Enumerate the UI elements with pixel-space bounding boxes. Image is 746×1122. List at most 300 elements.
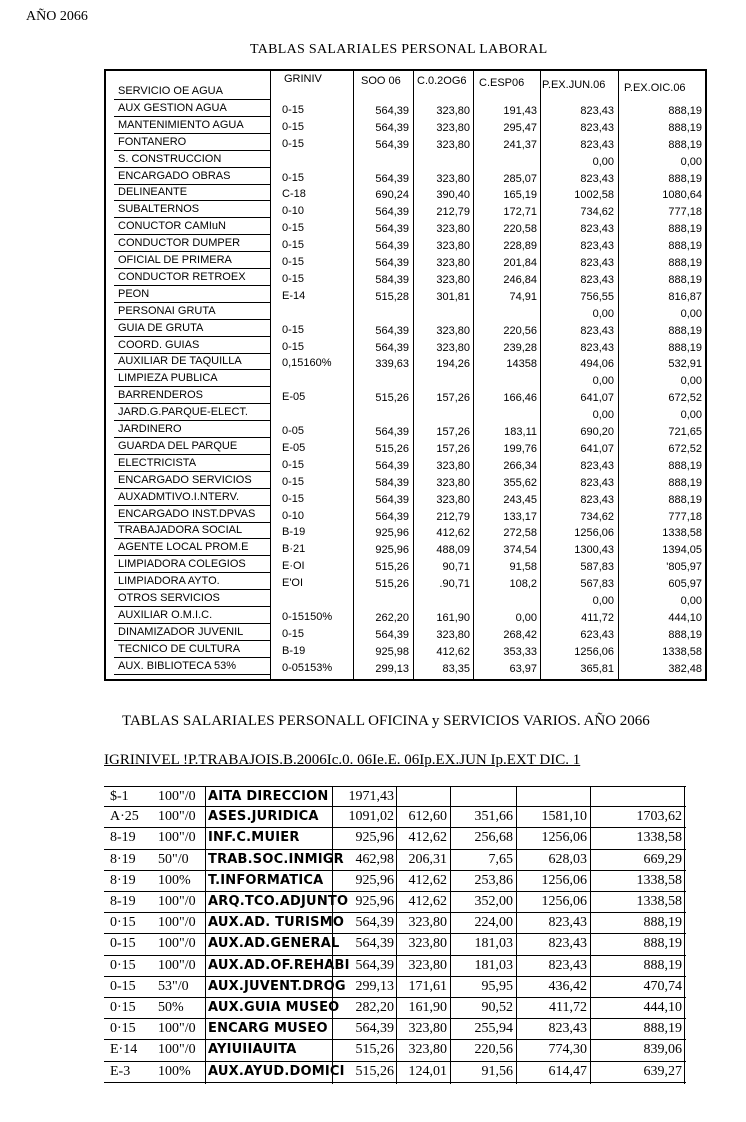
row-value: 823,43	[580, 172, 614, 185]
row-percent: 53"/0	[158, 978, 189, 994]
row-grade: 0-15	[282, 627, 305, 640]
row-position: AUX.AYUD.DOMICI	[208, 1063, 345, 1079]
row-value: 390,40	[436, 189, 470, 202]
row-value: 888,19	[668, 273, 702, 286]
row-category: OTROS SERVICIOS	[118, 592, 220, 604]
row-value: 90,71	[442, 561, 470, 574]
row-value: 241,37	[503, 138, 537, 151]
row-value: 0,00	[592, 409, 614, 422]
row-value: 515,28	[375, 290, 409, 303]
row-value: 925,96	[375, 544, 409, 557]
row-grade: 8-19	[110, 830, 136, 846]
row-value: 323,80	[436, 121, 470, 134]
row-value: 564,39	[355, 957, 394, 973]
row-grade: E·14	[110, 1042, 138, 1058]
row-value: 612,60	[408, 809, 447, 825]
row-category: DINAMIZADOR JUVENIL	[118, 625, 244, 638]
row-value: 1581,10	[541, 809, 587, 825]
table-row	[104, 1019, 686, 1040]
row-grade: 0-10	[282, 205, 305, 218]
row-value: 564,39	[375, 510, 409, 523]
row-value: 323,80	[408, 915, 447, 931]
row-value: 161,90	[408, 1000, 447, 1015]
row-grade: 0-15	[282, 103, 305, 116]
row-value: 90,52	[481, 1000, 513, 1015]
row-value: 564,39	[375, 628, 409, 641]
row-value: 515,26	[355, 1042, 394, 1058]
row-value: 181,03	[474, 957, 513, 973]
row-grade: 0-15150%	[282, 610, 333, 623]
row-category: GUIA DE GRUTA	[118, 321, 204, 334]
row-grade: 0-15	[282, 239, 305, 252]
row-value: 1971,43	[348, 789, 394, 804]
row-value: 323,80	[436, 341, 470, 354]
row-grade: 0-15	[282, 458, 305, 471]
row-position: TRAB.SOC.INMIGR	[208, 851, 344, 867]
table-row	[104, 1062, 686, 1083]
row-grade: 0-15	[282, 137, 305, 150]
row-value: 352,00	[474, 894, 513, 909]
row-category: AUXILIAR DE TAQUILLA	[118, 355, 242, 368]
row-grade: 8·19	[110, 872, 136, 888]
row-position: ARQ.TCO.ADJUNTO	[208, 894, 349, 909]
row-category: LIMPIADORA AYTO.	[118, 575, 220, 588]
row-grade: 0-15	[282, 340, 305, 353]
row-value: 564,39	[375, 138, 409, 151]
row-percent: 100%	[158, 1063, 191, 1079]
row-value: 91,56	[481, 1063, 513, 1079]
row-value: 532,91	[668, 358, 702, 371]
row-value: 888,19	[643, 957, 682, 973]
row-value: 734,62	[580, 206, 614, 219]
row-grade: 0·15	[110, 1000, 136, 1015]
row-value: 823,43	[548, 957, 587, 973]
row-value: 564,39	[375, 104, 409, 117]
row-value: 888,19	[668, 324, 702, 337]
row-position: AUX.JUVENT.DROG	[208, 978, 346, 994]
row-value: 436,42	[548, 978, 587, 994]
table-row	[106, 254, 709, 271]
row-value: 299,13	[375, 662, 409, 675]
row-value: 339,63	[375, 358, 409, 371]
row-value: 672,52	[668, 392, 702, 405]
table-row	[106, 508, 709, 525]
row-value: 14358	[506, 358, 537, 371]
row-value: 1256,06	[541, 830, 587, 846]
table-row	[106, 558, 709, 575]
row-value: 641,07	[580, 442, 614, 455]
row-value: 323,80	[436, 172, 470, 185]
row-value: 1394,05	[662, 544, 702, 557]
row-grade: 0-05	[282, 425, 305, 437]
header-specific: C.ESP06	[479, 77, 525, 89]
table-row	[106, 153, 709, 170]
row-value: 411,72	[581, 611, 614, 624]
table-row	[104, 934, 686, 955]
row-value: 382,48	[668, 662, 702, 675]
row-value: 266,34	[503, 459, 537, 472]
row-value: 74,91	[509, 290, 537, 303]
row-value: 515,26	[375, 578, 409, 591]
row-value: 888,19	[643, 936, 682, 952]
row-value: 515,26	[375, 442, 409, 455]
row-value: 564,39	[375, 459, 409, 472]
row-percent: 50%	[158, 1000, 184, 1015]
row-grade: 0-15	[282, 171, 305, 184]
row-value: 888,19	[668, 121, 702, 134]
row-value: 194,26	[436, 358, 470, 371]
row-grade: 0-15	[282, 492, 305, 505]
row-value: 564,39	[355, 915, 394, 931]
row-value: 1338,58	[636, 894, 682, 909]
row-value: 323,80	[436, 257, 470, 269]
row-category: AUXILIAR O.M.I.C.	[118, 608, 213, 621]
row-grade: B·21	[282, 543, 306, 556]
row-value: 323,80	[436, 240, 470, 253]
row-value: 564,39	[375, 257, 409, 269]
row-value: 888,19	[668, 476, 702, 489]
row-value: 587,83	[580, 561, 614, 574]
row-category: OFICIAL DE PRIMERA	[118, 254, 232, 266]
table-row	[106, 474, 709, 491]
row-value: 690,20	[580, 426, 614, 438]
row-value: 172,71	[503, 206, 537, 219]
table-row	[106, 102, 709, 119]
row-percent: 100"/0	[158, 809, 196, 825]
row-value: 470,74	[643, 978, 682, 994]
row-grade: 0-15	[282, 222, 305, 235]
row-value: 0,00	[680, 155, 702, 168]
row-value: 220,56	[474, 1042, 513, 1058]
table-row	[106, 271, 709, 288]
row-value: 0,00	[680, 595, 702, 607]
table-row	[106, 136, 709, 153]
row-value: 564,39	[375, 206, 409, 219]
row-grade: C-18	[282, 188, 306, 201]
row-position: ASES.JURIDICA	[208, 809, 319, 825]
row-category: ENCARGADO SERVICIOS	[118, 473, 252, 486]
row-category: AUX. BIBLIOTECA 53%	[118, 659, 236, 672]
row-value: 0,00	[680, 409, 702, 422]
row-percent: 100"/0	[158, 1021, 196, 1037]
row-percent: 100"/0	[158, 915, 196, 931]
row-category: LIMPIADORA COLEGIOS	[118, 558, 246, 571]
row-category: AUX GESTION AGUA	[118, 101, 227, 114]
row-value: 567,83	[580, 578, 614, 591]
row-value: 1091,02	[348, 809, 394, 825]
row-grade: E-14	[282, 289, 306, 302]
office-salary-table	[104, 786, 686, 1084]
row-percent: 100"/0	[158, 894, 196, 909]
row-value: 1338,58	[636, 830, 682, 846]
row-value: 823,43	[580, 138, 614, 151]
row-percent: 50"/0	[158, 851, 189, 867]
table-row	[106, 355, 709, 372]
table-row	[104, 807, 686, 828]
row-category: DELINEANTE	[118, 186, 188, 199]
row-percent: 100"/0	[158, 936, 196, 952]
table-row	[106, 389, 709, 406]
row-value: 191,43	[503, 104, 537, 117]
row-category: CONDUCTOR DUMPER	[118, 237, 241, 250]
row-value: 323,80	[436, 476, 470, 489]
row-position: AUX.GUIA MUSEO	[208, 1000, 340, 1015]
row-value: 161,90	[436, 611, 470, 624]
row-value: 1703,62	[636, 809, 682, 825]
row-value: 0,00	[592, 595, 614, 607]
table-row	[104, 850, 686, 871]
row-category: ENCARGADO INST.DPVAS	[118, 507, 256, 520]
row-percent: 100"/0	[158, 957, 196, 973]
row-value: 199,76	[503, 442, 537, 455]
row-value: 641,07	[580, 392, 614, 405]
row-value: 0,00	[680, 375, 702, 388]
row-category: JARD.G.PARQUE-ELECT.	[118, 406, 248, 419]
row-value: 816,87	[668, 290, 702, 303]
row-value: 888,19	[668, 341, 702, 354]
row-value: 564,39	[375, 172, 409, 185]
table-row	[104, 892, 686, 913]
row-value: 925,96	[355, 894, 394, 909]
row-grade: 0-05153%	[282, 661, 333, 674]
row-category: BARRENDEROS	[118, 389, 203, 402]
row-value: 839,06	[643, 1042, 682, 1058]
row-value: 462,98	[355, 851, 394, 867]
row-value: 220,56	[503, 324, 537, 337]
row-value: 515,26	[375, 561, 409, 574]
row-grade: 8-19	[110, 894, 136, 909]
row-value: 888,19	[668, 172, 702, 185]
row-value: 323,80	[436, 273, 470, 286]
row-value: 323,80	[436, 138, 470, 151]
table-row	[106, 339, 709, 356]
row-grade: 0-15	[282, 272, 305, 285]
row-position: AUX.AD. TURISMO	[208, 915, 345, 931]
header-dec-bonus: P.EX.OIC.06	[624, 82, 686, 94]
row-value: 83,35	[442, 662, 470, 675]
row-value: 268,42	[503, 628, 537, 641]
row-value: 157,26	[436, 426, 470, 438]
row-value: 888,19	[668, 257, 702, 269]
row-value: 323,80	[436, 459, 470, 472]
row-value: 823,43	[580, 476, 614, 489]
row-value: 243,45	[503, 493, 537, 506]
table-row	[106, 457, 709, 474]
header-salary: SOO 06	[361, 75, 401, 87]
row-value: 888,19	[668, 628, 702, 641]
row-value: 206,31	[408, 851, 447, 867]
table-row	[106, 660, 709, 677]
row-value: 669,29	[643, 851, 682, 867]
row-value: 888,19	[668, 493, 702, 506]
row-value: 246,84	[503, 273, 537, 286]
row-value: 823,43	[580, 273, 614, 286]
row-value: 224,00	[474, 915, 513, 931]
row-value: 301,81	[436, 290, 470, 303]
row-value: 323,80	[408, 957, 447, 973]
row-value: 823,43	[580, 240, 614, 253]
row-grade: B-19	[282, 526, 306, 539]
row-value: .90,71	[439, 578, 470, 591]
row-value: 888,19	[668, 104, 702, 117]
header-grade: GRINIV	[284, 73, 322, 85]
row-value: 672,52	[668, 442, 702, 455]
table-row	[106, 322, 709, 339]
row-category: SUBALTERNOS	[118, 203, 200, 216]
header-destino: C.0.2OG6	[417, 75, 467, 87]
row-value: 614,47	[548, 1063, 587, 1079]
row-value: 444,10	[668, 611, 702, 624]
row-value: 1256,06	[541, 872, 587, 888]
row-category: S. CONSTRUCCION	[118, 152, 222, 165]
year-label: AÑO 2066	[26, 9, 88, 24]
row-value: 494,06	[580, 358, 614, 371]
row-value: 734,62	[580, 510, 614, 523]
row-value: 353,33	[503, 645, 537, 658]
row-value: 323,80	[408, 1021, 447, 1037]
row-value: 0,00	[592, 307, 614, 320]
row-value: 564,39	[375, 223, 409, 236]
row-value: 564,39	[375, 240, 409, 253]
row-value: 823,43	[580, 341, 614, 354]
row-position: AITA DIRECCION	[208, 789, 329, 804]
table-row	[106, 288, 709, 305]
row-value: 165,19	[503, 189, 537, 202]
row-value: 488,09	[436, 544, 470, 557]
row-value: 133,17	[503, 510, 537, 523]
row-value: 564,39	[355, 1021, 394, 1037]
table-row	[106, 305, 709, 322]
row-value: 0,00	[592, 375, 614, 388]
row-value: 888,19	[668, 459, 702, 472]
row-value: 888,19	[668, 223, 702, 236]
row-category: ELECTRICISTA	[118, 456, 197, 469]
row-value: 1300,43	[574, 544, 614, 557]
row-value: 412,62	[408, 894, 447, 909]
row-grade: 0-15	[282, 120, 305, 133]
row-value: 823,43	[580, 459, 614, 472]
row-value: 721,65	[668, 426, 702, 438]
row-grade: E·OI	[282, 560, 305, 573]
row-category: TECNICO DE CULTURA	[118, 642, 241, 655]
row-value: 564,39	[375, 341, 409, 354]
row-value: 412,62	[408, 830, 447, 846]
row-value: 888,19	[668, 138, 702, 151]
row-value: 255,94	[474, 1021, 513, 1037]
row-value: 351,66	[474, 809, 513, 825]
row-value: 365,81	[580, 662, 614, 675]
row-value: 925,96	[355, 830, 394, 846]
row-value: 1256,06	[574, 645, 614, 658]
row-value: 253,86	[474, 872, 513, 888]
row-value: 584,39	[375, 273, 409, 286]
table-row	[106, 524, 709, 541]
row-value: 564,39	[355, 936, 394, 952]
row-value: 239,28	[503, 341, 537, 354]
row-value: 323,80	[436, 223, 470, 236]
row-value: 925,96	[375, 527, 409, 540]
row-grade: B-19	[282, 644, 306, 657]
row-value: 323,80	[436, 324, 470, 337]
row-value: 1338,58	[636, 872, 682, 888]
row-percent: 100"/0	[158, 789, 196, 804]
row-category: CONUCTOR CAMIuN	[118, 220, 226, 233]
row-value: 888,19	[643, 915, 682, 931]
row-value: 282,20	[355, 1000, 394, 1015]
row-position: AUX.AD.GENERAL	[208, 936, 340, 952]
row-value: 564,39	[375, 426, 409, 438]
header-june-bonus: P.EX.JUN.06	[542, 79, 606, 91]
row-value: 823,43	[580, 223, 614, 236]
row-value: 262,20	[375, 611, 409, 624]
row-value: 823,43	[580, 324, 614, 337]
row-value: 228,89	[503, 240, 537, 253]
row-grade: 0-15	[110, 978, 136, 994]
row-value: 272,58	[503, 527, 537, 540]
row-value: 323,80	[408, 1042, 447, 1058]
row-value: 181,03	[474, 936, 513, 952]
table-row	[104, 1040, 686, 1061]
row-value: 0,00	[680, 307, 702, 320]
row-grade: E-05	[282, 391, 306, 404]
table-row	[106, 406, 709, 423]
row-grade: 0·15	[110, 1021, 136, 1037]
row-value: 63,97	[509, 662, 537, 675]
row-value: 323,80	[436, 628, 470, 641]
table-row	[106, 626, 709, 643]
row-category: MANTENIMIENTO AGUA	[118, 118, 244, 131]
row-percent: 100"/0	[158, 830, 196, 846]
row-grade: $-1	[110, 789, 129, 804]
table-row	[106, 220, 709, 237]
row-value: 166,46	[503, 392, 537, 405]
table2-title: TABLAS SALARIALES PERSONALL OFICINA y SERVICIOS VARIOS. AÑO 2066	[122, 713, 650, 729]
row-grade: 0·15	[110, 957, 136, 973]
row-grade: E-3	[110, 1063, 131, 1079]
row-value: 823,43	[580, 121, 614, 134]
table-row	[106, 609, 709, 626]
row-value: 374,54	[503, 544, 537, 557]
row-value: 823,43	[580, 104, 614, 117]
table-row	[106, 203, 709, 220]
table-row	[106, 237, 709, 254]
row-value: 355,62	[503, 476, 537, 489]
row-value: 823,43	[580, 493, 614, 506]
row-grade: A·25	[110, 809, 139, 825]
row-value: 639,27	[643, 1063, 682, 1079]
row-value: 564,39	[375, 324, 409, 337]
row-category: JARDINERO	[118, 423, 182, 435]
row-value: 201,84	[503, 257, 537, 269]
table-row	[106, 643, 709, 660]
row-value: 323,80	[408, 936, 447, 952]
row-category: ENCARGADO OBRAS	[118, 169, 231, 182]
table2-header: IGRINIVEL !P.TRABAJOIS.B.2006Ic.0. 06Ie.E. 06Ip.EX.JUN Ip.EXT DIC. 1	[104, 752, 581, 768]
row-value: 7,65	[488, 851, 513, 867]
row-value: 285,07	[503, 172, 537, 185]
row-value: 690,24	[375, 189, 409, 202]
labor-salary-table	[104, 69, 707, 681]
row-category: AUXADMTIVO.I.NTERV.	[118, 490, 240, 503]
table-row	[104, 913, 686, 934]
row-category: FONTANERO	[118, 135, 187, 148]
row-grade: E'OI	[282, 577, 304, 590]
row-value: 564,39	[375, 493, 409, 506]
row-value: 212,79	[436, 510, 470, 523]
table-row	[104, 956, 686, 977]
row-value: 411,72	[549, 1000, 587, 1015]
row-position: AYIUIIAUITA	[208, 1042, 297, 1058]
